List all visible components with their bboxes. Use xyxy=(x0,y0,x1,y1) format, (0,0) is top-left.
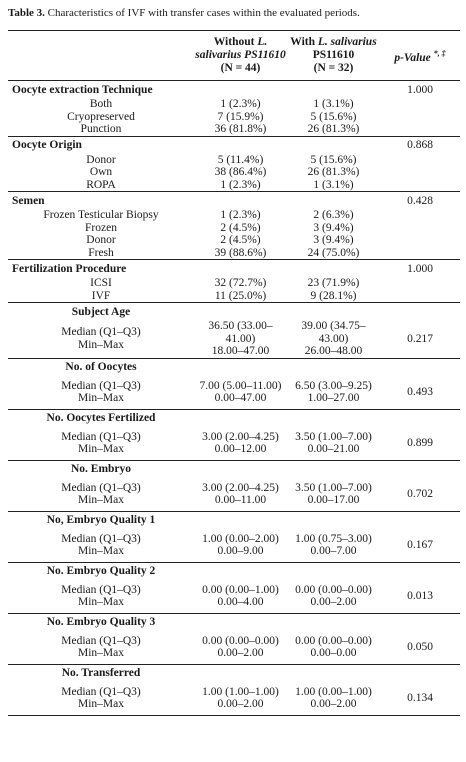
with-minmax: 0.00–2.00 xyxy=(310,596,357,608)
header-p-value xyxy=(380,31,460,81)
header-p-value-label: p-Value xyxy=(394,51,431,64)
row-label xyxy=(8,580,194,614)
section-title: No. Embryo Quality 2 xyxy=(8,562,194,580)
with-median: 39.00 (34.75–43.00) xyxy=(301,320,366,345)
row-label: ICSI xyxy=(90,277,112,289)
section-title: No. Oocytes Fertilized xyxy=(8,409,194,427)
header-without-line2: salivarius PS11610 xyxy=(195,49,286,61)
minmax-label: Min–Max xyxy=(78,494,124,506)
section-title: No. of Oocytes xyxy=(8,358,194,376)
median-label: Median (Q1–Q3) xyxy=(61,583,141,596)
value-with: 2 (6.3%) xyxy=(313,209,354,221)
value-without: 39 (88.6%) xyxy=(214,246,267,259)
value-with: 26 (81.3%) xyxy=(307,123,360,135)
median-label: Median (Q1–Q3) xyxy=(61,634,141,647)
with-median: 6.50 (3.00–9.25) xyxy=(295,379,372,392)
value-with: 5 (15.6%) xyxy=(310,153,357,166)
with-minmax: 0.00–7.00 xyxy=(310,545,357,557)
empty-p-cell xyxy=(380,166,460,179)
without-minmax: 0.00–2.00 xyxy=(217,698,264,710)
section-title: No, Embryo Quality 1 xyxy=(8,511,194,529)
table-row xyxy=(8,529,460,563)
row-label: IVF xyxy=(91,289,111,302)
empty-p-cell xyxy=(380,123,460,136)
empty-p-cell xyxy=(380,179,460,192)
section-header-row xyxy=(8,562,460,580)
section-header-empty xyxy=(194,664,460,682)
table-row xyxy=(8,98,460,111)
without-median: 3.00 (2.00–4.25) xyxy=(202,481,279,494)
with-median: 0.00 (0.00–0.00) xyxy=(295,583,372,596)
section-header-row xyxy=(8,613,460,631)
value-without xyxy=(194,376,287,410)
without-minmax: 0.00–47.00 xyxy=(214,392,267,404)
value-without: 1 (2.3%) xyxy=(220,98,261,110)
row-p-value: 0.702 xyxy=(407,487,433,500)
section-title: Oocyte extraction Technique xyxy=(12,83,153,96)
section-title: Subject Age xyxy=(8,303,194,321)
median-label: Median (Q1–Q3) xyxy=(61,379,141,392)
without-median: 1.00 (0.00–2.00) xyxy=(202,532,279,545)
empty-p-cell xyxy=(380,290,460,303)
table-header-row xyxy=(8,31,460,81)
with-median: 1.00 (0.00–1.00) xyxy=(295,685,372,698)
section-title: No. Transferred xyxy=(8,664,194,682)
without-minmax: 0.00–2.00 xyxy=(217,647,264,659)
with-minmax: 0.00–21.00 xyxy=(307,443,360,455)
minmax-label: Min–Max xyxy=(78,596,124,608)
median-label: Median (Q1–Q3) xyxy=(61,326,141,339)
section-p-value: 0.868 xyxy=(380,136,460,154)
with-minmax: 0.00–17.00 xyxy=(307,494,360,506)
row-p-value: 0.217 xyxy=(407,332,433,345)
table-row xyxy=(8,234,460,247)
value-without xyxy=(194,427,287,461)
empty-p-cell xyxy=(380,98,460,111)
row-label: ROPA xyxy=(86,178,116,191)
table-row xyxy=(8,179,460,192)
empty-p-cell xyxy=(380,209,460,222)
value-without xyxy=(194,478,287,512)
minmax-label: Min–Max xyxy=(78,443,124,455)
header-empty xyxy=(8,31,194,81)
table-row xyxy=(8,222,460,235)
row-label: Donor xyxy=(86,234,116,246)
value-with: 24 (75.0%) xyxy=(307,246,360,259)
value-with xyxy=(287,631,380,665)
row-label: Own xyxy=(89,166,113,178)
value-without xyxy=(194,529,287,563)
table-row xyxy=(8,478,460,512)
row-label xyxy=(8,427,194,461)
value-without xyxy=(194,580,287,614)
section-p-value: 1.000 xyxy=(407,83,433,96)
without-minmax: 0.00–11.00 xyxy=(214,494,267,506)
row-label: Frozen Testicular Biopsy xyxy=(43,209,159,221)
median-label: Median (Q1–Q3) xyxy=(61,532,141,545)
minmax-label: Min–Max xyxy=(78,392,124,404)
row-p-value: 0.493 xyxy=(407,385,433,398)
table-row xyxy=(8,277,460,290)
value-without xyxy=(194,682,287,716)
value-without: 7 (15.9%) xyxy=(217,110,264,123)
table-row xyxy=(8,154,460,167)
row-label xyxy=(8,376,194,410)
section-header-row xyxy=(8,358,460,376)
header-with-line1: With L. salivarius xyxy=(290,36,377,48)
with-minmax: 1.00–27.00 xyxy=(307,392,360,404)
value-with: 23 (71.9%) xyxy=(307,277,360,289)
table-row xyxy=(8,111,460,124)
header-with-n: (N = 32) xyxy=(313,62,354,74)
minmax-label: Min–Max xyxy=(78,545,124,557)
section-title: Semen xyxy=(8,192,380,210)
row-label xyxy=(8,320,194,358)
section-header-row xyxy=(8,136,460,154)
header-without-n: (N = 44) xyxy=(220,62,261,74)
section-header-row xyxy=(8,409,460,427)
value-without: 1 (2.3%) xyxy=(220,209,261,221)
caption-label: Table 3. xyxy=(8,7,45,19)
row-label: Punction xyxy=(80,123,122,135)
characteristics-table xyxy=(8,30,460,716)
table-row xyxy=(8,320,460,358)
row-p-value: 0.050 xyxy=(407,640,433,653)
value-with xyxy=(287,580,380,614)
value-with: 3 (9.4%) xyxy=(313,221,354,234)
section-header-empty xyxy=(194,562,460,580)
value-with: 5 (15.6%) xyxy=(310,110,357,123)
table-row xyxy=(8,580,460,614)
value-without: 2 (4.5%) xyxy=(220,234,261,246)
section-header-row xyxy=(8,260,460,278)
row-label xyxy=(8,631,194,665)
table-row xyxy=(8,166,460,179)
with-minmax: 0.00–0.00 xyxy=(310,647,357,659)
row-label xyxy=(8,529,194,563)
header-with-line2: PS11610 xyxy=(312,49,355,61)
value-with xyxy=(287,478,380,512)
header-with xyxy=(287,31,380,81)
row-label xyxy=(8,682,194,716)
with-median: 1.00 (0.75–3.00) xyxy=(295,532,372,545)
section-header-empty xyxy=(194,358,460,376)
table-row xyxy=(8,427,460,461)
value-with: 9 (28.1%) xyxy=(310,289,357,302)
without-minmax: 0.00–4.00 xyxy=(217,596,264,608)
section-header-empty xyxy=(194,303,460,321)
table-row xyxy=(8,209,460,222)
section-header-empty xyxy=(194,511,460,529)
without-median: 7.00 (5.00–11.00) xyxy=(199,379,282,392)
row-label: Donor xyxy=(86,153,116,166)
without-median: 3.00 (2.00–4.25) xyxy=(202,430,279,443)
median-label: Median (Q1–Q3) xyxy=(61,430,141,443)
value-with xyxy=(287,376,380,410)
table-row xyxy=(8,376,460,410)
with-median: 3.50 (1.00–7.00) xyxy=(295,481,372,494)
with-minmax: 0.00–2.00 xyxy=(310,698,357,710)
value-without: 2 (4.5%) xyxy=(220,221,261,234)
value-without: 5 (11.4%) xyxy=(217,153,264,166)
section-p-value: 1.000 xyxy=(380,260,460,278)
with-median: 0.00 (0.00–0.00) xyxy=(295,634,372,647)
empty-p-cell xyxy=(380,222,460,235)
section-header-empty xyxy=(194,613,460,631)
minmax-label: Min–Max xyxy=(78,647,124,659)
header-p-value-sup: *, ‡ xyxy=(433,48,446,58)
without-minmax: 18.00–47.00 xyxy=(211,345,270,357)
with-minmax: 26.00–48.00 xyxy=(304,345,363,357)
without-minmax: 0.00–9.00 xyxy=(217,545,264,557)
caption-text: Characteristics of IVF with transfer cases within the evaluated periods. xyxy=(47,7,360,19)
section-header-row xyxy=(8,511,460,529)
minmax-label: Min–Max xyxy=(78,338,124,351)
empty-p-cell xyxy=(380,111,460,124)
table-row xyxy=(8,682,460,716)
row-label: Frozen xyxy=(85,221,117,234)
value-with: 3 (9.4%) xyxy=(313,234,354,246)
section-title: No. Embryo xyxy=(8,460,194,478)
row-label: Cryopreserved xyxy=(67,110,135,123)
section-header-row xyxy=(8,192,460,210)
section-header-row xyxy=(8,664,460,682)
section-title: No. Embryo Quality 3 xyxy=(8,613,194,631)
median-label: Median (Q1–Q3) xyxy=(61,685,141,698)
empty-p-cell xyxy=(380,234,460,247)
row-p-value: 0.167 xyxy=(407,538,433,551)
table-row xyxy=(8,247,460,260)
value-without xyxy=(194,631,287,665)
value-without: 36 (81.8%) xyxy=(214,123,267,135)
table-row xyxy=(8,631,460,665)
value-with xyxy=(287,682,380,716)
minmax-label: Min–Max xyxy=(78,698,124,710)
table-caption xyxy=(8,7,360,19)
section-header-row xyxy=(8,303,460,321)
header-without-line1: Without L. xyxy=(213,36,268,48)
row-p-value: 0.899 xyxy=(407,436,433,449)
section-header-row xyxy=(8,81,460,99)
without-median: 0.00 (0.00–0.00) xyxy=(202,634,279,647)
section-title: Oocyte Origin xyxy=(8,136,380,154)
without-minmax: 0.00–12.00 xyxy=(214,443,267,455)
row-p-value: 0.013 xyxy=(407,589,433,602)
value-with: 1 (3.1%) xyxy=(313,98,354,110)
value-with xyxy=(287,529,380,563)
without-median: 0.00 (0.00–1.00) xyxy=(202,583,279,596)
row-label xyxy=(8,478,194,512)
header-without xyxy=(194,31,287,81)
row-p-value: 0.134 xyxy=(380,682,460,716)
without-median: 1.00 (1.00–1.00) xyxy=(202,685,279,698)
empty-p-cell xyxy=(380,154,460,167)
value-with xyxy=(287,427,380,461)
value-with: 1 (3.1%) xyxy=(313,178,354,191)
table-row xyxy=(8,290,460,303)
value-without: 32 (72.7%) xyxy=(214,277,267,289)
section-title: Fertilization Procedure xyxy=(8,260,380,278)
median-label: Median (Q1–Q3) xyxy=(61,481,141,494)
value-with: 26 (81.3%) xyxy=(307,166,360,178)
empty-p-cell xyxy=(380,277,460,290)
row-label: Both xyxy=(89,98,113,110)
without-median: 36.50 (33.00–41.00) xyxy=(208,320,273,345)
empty-p-cell xyxy=(380,247,460,260)
value-with xyxy=(287,320,380,358)
section-header-empty xyxy=(194,409,460,427)
table-row xyxy=(8,123,460,136)
section-header-empty xyxy=(194,460,460,478)
value-without: 38 (86.4%) xyxy=(214,166,267,178)
value-without xyxy=(194,320,287,358)
with-median: 3.50 (1.00–7.00) xyxy=(295,430,372,443)
section-p-value: 0.428 xyxy=(380,192,460,210)
value-without: 1 (2.3%) xyxy=(220,178,261,191)
value-without: 11 (25.0%) xyxy=(214,289,267,302)
row-label: Fresh xyxy=(88,246,114,259)
section-header-row xyxy=(8,460,460,478)
